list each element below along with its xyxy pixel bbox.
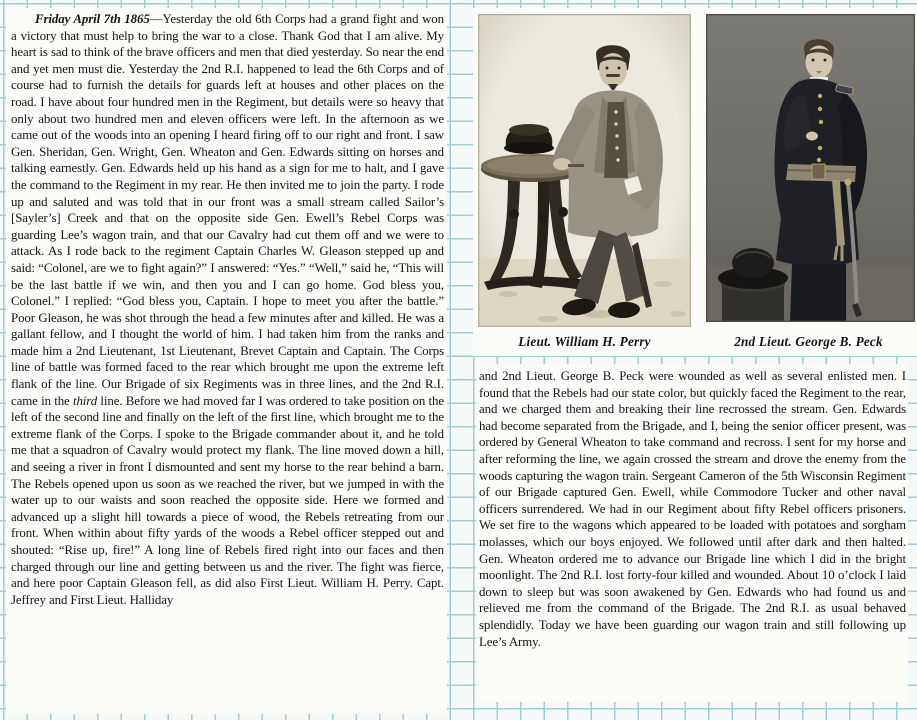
perry-portrait-photo bbox=[478, 14, 691, 327]
right-column-text bbox=[479, 368, 906, 650]
text-segment: line. Before we had moved far I was ordered to take position on the left of the second line and finally on the left of the first line, which brought me to the extreme flank of the Corps. I spoke to the Brigade commander about it, and he told me that a squadron of Cavalry would protect my flank. The line moved down a hill, and seeing a river in front I dismounted and sent my horse to the rear behind a barn. The Rebels opened upon us soon as we reached the river, but we jumped in with the water up to our waists and soon reached the opposite side. Here we formed and advanced up a slight hill towards a piece of wood, the Rebels retreating from our front. When within about fifty yards of the woods a Rebel officer stepped out and shouted: “Rise up, fire!” A long line of Rebels fired right into our faces and then charged through our line and getting between us and the river. The fight was fierce, and here poor Captain Gleason fell, as did also First Lieut. William H. Perry. Capt. Jeffrey and First Lieut. Halliday bbox=[11, 393, 444, 607]
left-text-clipping bbox=[6, 8, 447, 714]
peck-portrait-photo bbox=[706, 14, 915, 322]
peck-photo-illustration bbox=[706, 14, 915, 322]
peck-photo-caption: 2nd Lieut. George B. Peck bbox=[734, 334, 883, 349]
text-segment: —Yesterday the old 6th Corps had a grand fight and won a victory that must help to bring the war to a close. Thank God that I am alive. My heart is sad to think of the brave officers and men that died yesterday. So near the end and yet men must die. Yesterday the 2nd R.I. happened to lead the 6th Corps and of course had to furnish the details for guards left at houses and other places on the road. I have about four hundred men in the Regiment, but details were so heavy that only about two hundred men and eleven officers were left. In the afternoon as we came out of the woods into an opening I heard firing off to our right and front. I saw Gen. Sheridan, Gen. Wright, Gen. Wheaton and Gen. Edwards sitting on horses and talking earnestly. Gen. Edwards held up his hand as a sign for me to halt, and I gave the command to the Regiment in my rear. He then invited me to join the party. I rode up and saluted and was told that in our front was a small stream called Sailor’s [Sayler’s] Creek and that on the opposite side Gen. Ewell’s Rebel Corps was guarding Lee’s wagon train, and that our Cavalry had cut them off and we were to attack. As I rode back to the regiment Captain Charles W. Gleason stepped up and said: “Colonel, are we to fight again?” I answered: “Yes.” “Well,” said he, “This will be the last battle if we win, and then you and I can go home. God bless you, Colonel.” I replied: “God bless you, Captain. I hope to meet you after the battle.” Poor Gleason, he was shot through the head a few minutes after and killed. He was a gallant fellow, and I thought the world of him. I had taken him from the ranks and made him a 2nd Lieutenant, 1st Lieutenant, Brevet Captain and Captain. The Corps line of battle was formed faced to the rear which brought me upon the extreme left flank of the line. Our Brigade of six Regiments was in three lines, and the 2nd R.I. came in the bbox=[11, 12, 444, 408]
right-text-clipping bbox=[476, 364, 908, 702]
perry-photo-caption: Lieut. William H. Perry bbox=[518, 334, 651, 349]
text-segment: Friday April 7th 1865 bbox=[35, 12, 150, 26]
text-segment: and 2nd Lieut. George B. Peck were wounded as well as several enlisted men. I found that the Rebels had our state color, but quickly faced the Regiment to the rear, and we charged them and breaking their line recrossed the stream. Gen. Edwards had become separated from the Brigade, and I, being the senior officer present, was ordered by General Wheaton to take command and recross. I sent for my horse and after reforming the line, we again crossed the stream and drove the enemy from the woods capturing the wagon train. Sergeant Cameron of the 5th Wisconsin Regiment of our Brigade captured Gen. Ewell, while Commodore Tucker and other naval officers surrendered. We had in our Regiment about fifty Rebel officers prisoners. We set fire to the wagons which appeared to be loaded with potatoes and sorgham molasses, which our boys enjoyed. We followed until after dark and then halted. Gen. Wheaton ordered me to advance our Brigade line which I did in the bright moonlight. The 2nd R.I. lost forty-four killed and wounded. About 10 o’clock I laid down to sleep but was soon awakened by Gen. Edwards who had found us and relieved me from the command of the Brigade. The 2nd R.I. as usual behaved splendidly. Today we have been guarding our wagon train and still following up Lee’s Army. bbox=[479, 369, 906, 649]
perry-photo-illustration bbox=[478, 14, 691, 327]
kepi-hat bbox=[504, 124, 554, 154]
text-segment: third bbox=[72, 393, 98, 408]
left-column-text bbox=[11, 11, 444, 608]
